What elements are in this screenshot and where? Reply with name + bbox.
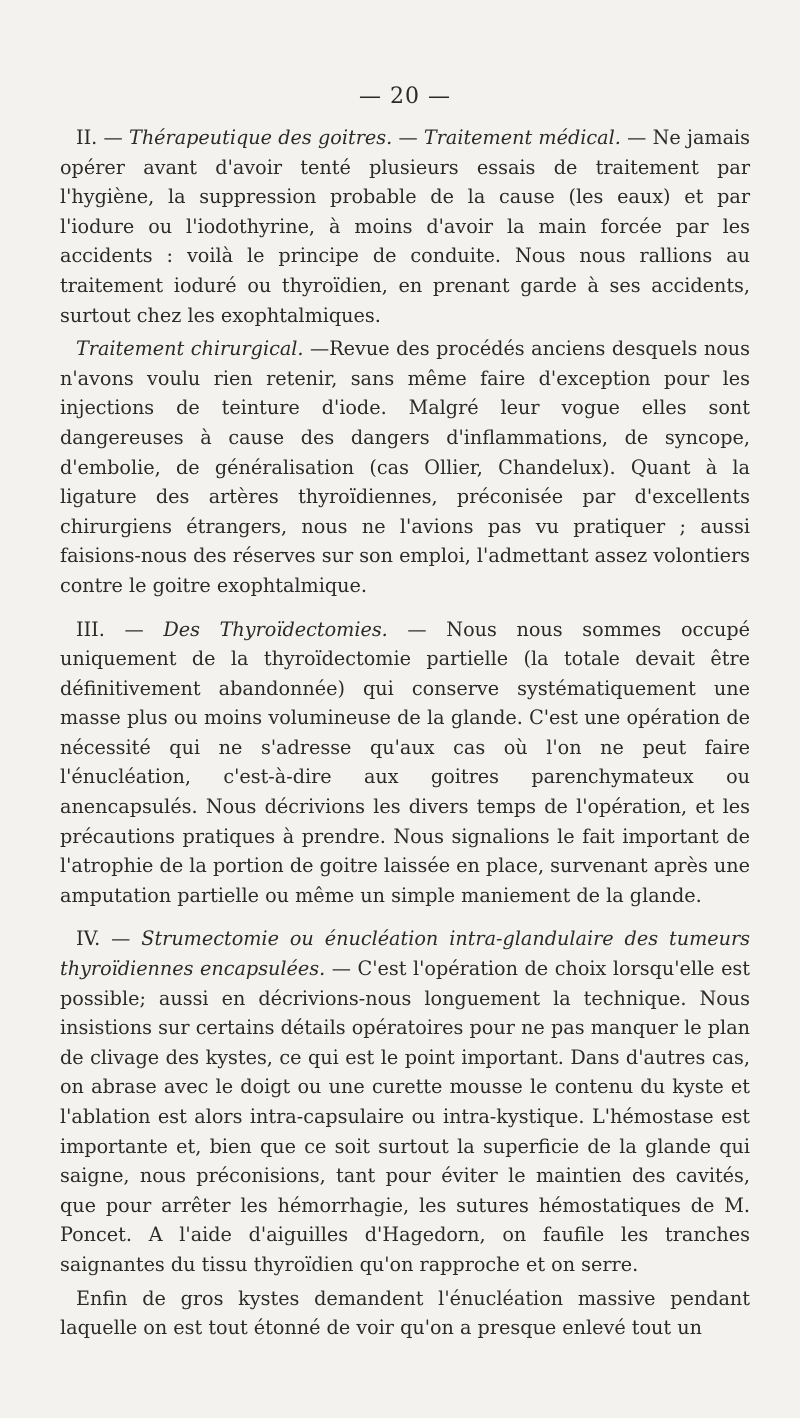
section-strumectomy: IV. — Strumectomie ou énucléation intra-glandulaire des tumeurs thyroïdiennes encapsulées. — C'est l'opération de choix lorsqu'elle est possible; aussi en décrivions-nous longuement la technique. Nous insistions sur certains détails opératoires pour ne pas manquer le plan de clivage des kystes, ce qui est le point important. Dans d'autres cas, on abrase avec le doigt ou une curette mousse le contenu du kyste et l'ablation est alors intra-capsulaire ou intra-kystique. L'hémostase est importante et, bien que ce soit surtout la superficie de la glande qui saigne, nous préconisions, tant pour éviter le maintien des cavités, que pour arrêter les hémorrhagie, les sutures hémostatiques de M. Poncet. A l'aide d'aiguilles d'Hagedorn, on faufile les tranches saignantes du tissu thyroïdien qu'on rapproche et on serre. [60, 927, 750, 1276]
section-medical-treatment: II. — Thérapeutique des goitres. — Traitement médical. — Ne jamais opérer avant d'avoir tenté plusieurs essais de traitement par l'hygiène, la suppression probable de la cause (les eaux) et par l'iodure ou l'iodothyrine, à moins d'avoir la main forcée par les accidents : voilà le principe de conduite. Nous nous rallions au traitement ioduré ou thyroïdien, en prenant garde à ses accidents, surtout chez les exophtalmiques. [60, 126, 751, 327]
section-thyroidectomies: III. — Des Thyroïdectomies. — Nous nous sommes occupé uniquement de la thyroïdectomie partielle (la totale devait être définitivement abandonnée) qui conserve systématiquement une masse plus ou moins volumineuse de la glande. C'est une opération de nécessité qui ne s'adresse qu'aux cas où l'on ne peut faire l'énucléation, c'est-à-dire aux goitres parenchymateux ou anencapsulés. Nous décrivions les divers temps de l'opération, et les précautions pratiques à prendre. Nous signalions le fait important de l'atrophie de la portion de goitre laissée en place, survenant après une amputation partielle ou même un simple maniement de la glande. [60, 617, 750, 907]
section-heading: Thérapeutique des goitres. [129, 126, 393, 149]
section-continuation [60, 1284, 750, 1343]
section-heading: Strumectomie ou énucléation intra-glandulaire des tumeurs thyroïdiennes encapsulées. [60, 927, 750, 981]
section-body: Ne jamais opérer avant d'avoir tenté plusieurs essais de traitement par l'hygiène, la suppression probable de la cause (les eaux) et par l'iodure ou l'iodothyrine, à moins d'avoir la main forcée par les accidents : voilà le principe de conduite. Nous nous rallions au traitement ioduré ou thyroïdien, en prenant garde à ses accidents, surtout chez les exophtalmiques. [60, 126, 751, 327]
section-heading: Traitement chirurgical. [76, 337, 304, 361]
section-body: Revue des procédés anciens desquels nous n'avons voulu rien retenir, sans même faire d'exception pour les injections de teinture d'iode. Malgré leur vogue elles sont dangereuses à cause des dangers d'inflammations, de syncope, d'embolie, de généralisation (cas Ollier, Chandelux). Quant à la ligature des artères thyroïdiennes, préconisée par d'excellents chirurgiens étrangers, nous ne l'avions pas vu pratiquer ; aussi faisions-nous des réserves sur son emploi, l'admettant assez volontiers contre le goitre exophtalmique. [60, 337, 750, 597]
section-body: C'est l'opération de choix lorsqu'elle est possible; aussi en décrivions-nous longuement la technique. Nous insistions sur certains détails opératoires pour ne pas manquer le plan de clivage des kystes, ce qui est le point important. Dans d'autres cas, on abrase avec le doigt ou une curette mousse le contenu du kyste et l'ablation est alors intra-capsulaire ou intra-kystique. L'hémostase est importante et, bien que ce soit surtout la superficie de la glande qui saigne, nous préconisions, tant pour éviter le maintien des cavités, que pour arrêter les hémorrhagie, les sutures hémostatiques de M. Poncet. A l'aide d'aiguilles d'Hagedorn, on faufile les tranches saignantes du tissu thyroïdien qu'on rapproche et on serre. [60, 957, 750, 1276]
section-number: II. [76, 126, 98, 149]
section-heading: Des Thyroïdectomies. [163, 617, 388, 641]
section-number: IV. [76, 927, 101, 951]
section-surgical-treatment: Traitement chirurgical. —Revue des procédés anciens desquels nous n'avons voulu rien retenir, sans même faire d'exception pour les injections de teinture d'iode. Malgré leur vogue elles sont dangereuses à cause des dangers d'inflammations, de syncope, d'embolie, de généralisation (cas Ollier, Chandelux). Quant à la ligature des artères thyroïdiennes, préconisée par d'excellents chirurgiens étrangers, nous ne l'avions pas vu pratiquer ; aussi faisions-nous des réserves sur son emploi, l'admettant assez volontiers contre le goitre exophtalmique. [60, 337, 750, 597]
page-number: — 20 — [359, 84, 451, 109]
section-number: III. [76, 617, 105, 641]
section-body: Nous nous sommes occupé uniquement de la thyroïdectomie partielle (la totale devait être définitivement abandonnée) qui conserve systématiquement une masse plus ou moins volumineuse de la glande. C'est une opération de nécessité qui ne s'adresse qu'aux cas où l'on ne peut faire l'énucléation, c'est-à-dire aux goitres parenchymateux ou anencapsulés. Nous décrivions les divers temps de l'opération, et les précautions pratiques à prendre. Nous signalions le fait important de l'atrophie de la portion de goitre laissée en place, survenant après une amputation partielle ou même un simple maniement de la glande. [60, 617, 750, 907]
section-subheading: Traitement médical. [423, 126, 621, 149]
section-body: Enfin de gros kystes demandent l'énucléation massive pendant laquelle on est tout étonné de voir qu'on a presque enlevé tout un [60, 1286, 750, 1340]
